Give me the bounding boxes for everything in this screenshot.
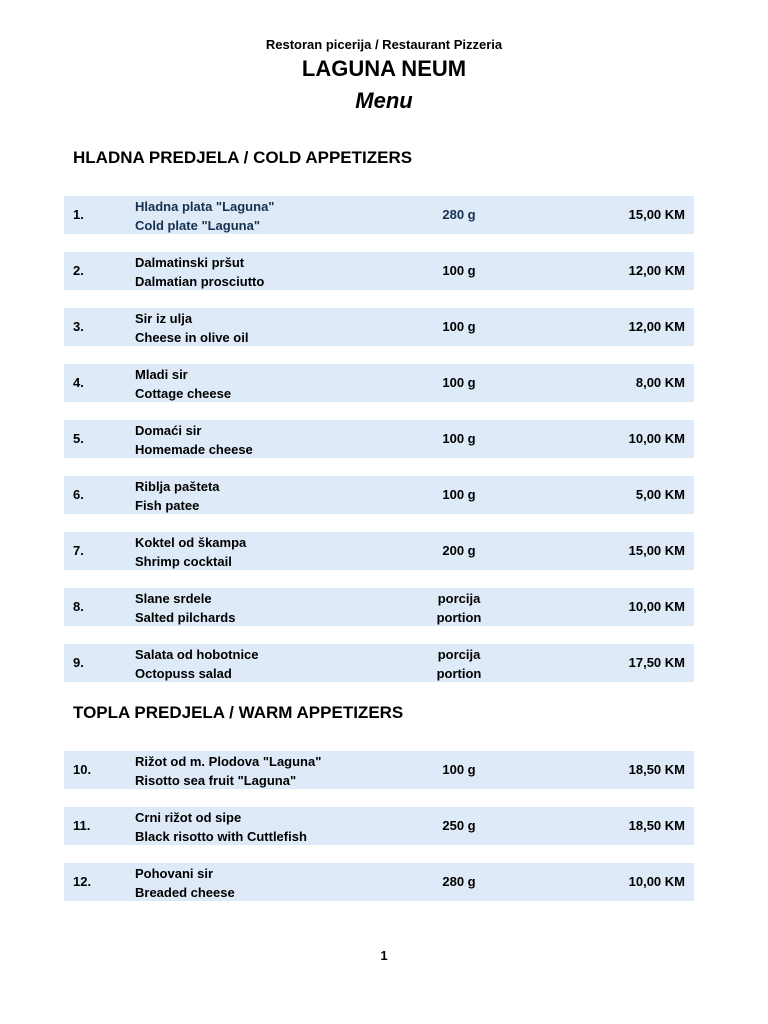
item-price: 5,00 KM: [635, 487, 685, 502]
item-price: 8,00 KM: [635, 375, 685, 390]
item-name-local: Crni rižot od sipe: [135, 810, 242, 825]
item-number: 11.: [73, 818, 91, 833]
item-quantity: [394, 807, 524, 845]
item-name-local: Sir iz ulja: [135, 311, 193, 326]
item-quantity: [394, 420, 524, 458]
item-name-local: Domaći sir: [135, 423, 202, 438]
item-name-local: Koktel od škampa: [135, 535, 247, 550]
item-name-local: Dalmatinski pršut: [135, 255, 245, 270]
item-quantity-line: 250 g: [442, 818, 476, 833]
item-price: 17,50 KM: [628, 655, 685, 670]
item-names: [135, 808, 307, 846]
item-names: [135, 589, 235, 627]
item-name-english: Octopuss salad: [135, 666, 232, 681]
item-price: 12,00 KM: [628, 319, 685, 334]
menu-title: Menu: [355, 88, 413, 113]
section-heading: HLADNA PREDJELA / COLD APPETIZERS: [73, 148, 413, 167]
item-names: [135, 365, 231, 403]
item-names: [135, 309, 248, 347]
menu-item-row: [64, 532, 694, 570]
item-quantity-line: 100 g: [442, 319, 476, 334]
item-price: 10,00 KM: [628, 599, 685, 614]
item-names: [135, 421, 253, 459]
item-name-english: Black risotto with Cuttlefish: [135, 829, 307, 844]
item-quantity-line: 100 g: [442, 762, 476, 777]
item-quantity-line: 280 g: [442, 874, 476, 889]
item-quantity-line: portion: [436, 610, 482, 625]
item-number: 3.: [73, 319, 84, 334]
item-names: [135, 864, 235, 902]
menu-item-row: [64, 420, 694, 458]
item-name-english: Cheese in olive oil: [135, 330, 249, 345]
item-number: 8.: [73, 599, 84, 614]
menu-item-row: [64, 751, 694, 789]
item-price: 18,50 KM: [628, 762, 685, 777]
item-quantity: [394, 589, 524, 627]
item-quantity-line: porcija: [437, 591, 481, 606]
restaurant-title: LAGUNA NEUM: [301, 56, 467, 81]
item-names: [135, 752, 321, 790]
item-quantity: [394, 645, 524, 683]
page-number: 1: [380, 948, 388, 963]
item-quantity: [394, 196, 524, 234]
item-name-local: Riblja pašteta: [135, 479, 220, 494]
item-name-local: Salata od hobotnice: [135, 647, 259, 662]
item-name-english: Cottage cheese: [135, 386, 232, 401]
item-price: 10,00 KM: [628, 874, 685, 889]
menu-item-row: [64, 196, 694, 234]
menu-item-row: [64, 308, 694, 346]
item-quantity: [394, 364, 524, 402]
item-names: [135, 533, 246, 571]
item-quantity: [394, 751, 524, 789]
item-names: [135, 645, 259, 683]
item-quantity: [394, 308, 524, 346]
item-names: [135, 253, 264, 291]
item-quantity-line: 100 g: [442, 431, 476, 446]
item-name-english: Shrimp cocktail: [135, 554, 232, 569]
item-quantity-line: 100 g: [442, 263, 476, 278]
item-price: 10,00 KM: [628, 431, 685, 446]
restaurant-subtitle: Restoran picerija / Restaurant Pizzeria: [265, 37, 503, 52]
item-price: 15,00 KM: [628, 207, 685, 222]
item-name-english: Dalmatian prosciutto: [135, 274, 265, 289]
item-name-english: Salted pilchards: [135, 610, 236, 625]
item-number: 5.: [73, 431, 84, 446]
menu-item-row: [64, 863, 694, 901]
item-quantity-line: portion: [436, 666, 482, 681]
item-price: 12,00 KM: [628, 263, 685, 278]
item-number: 10.: [73, 762, 92, 777]
item-name-english: Fish patee: [135, 498, 200, 513]
item-number: 7.: [73, 543, 84, 558]
item-names: [135, 477, 220, 515]
menu-item-row: [64, 807, 694, 845]
item-quantity: [394, 532, 524, 570]
menu-item-row: [64, 476, 694, 514]
item-name-local: Rižot od m. Plodova "Laguna": [135, 754, 322, 769]
item-quantity-line: porcija: [437, 647, 481, 662]
item-number: 2.: [73, 263, 84, 278]
item-number: 4.: [73, 375, 84, 390]
item-price: 18,50 KM: [628, 818, 685, 833]
item-name-local: Mladi sir: [135, 367, 188, 382]
item-name-english: Breaded cheese: [135, 885, 235, 900]
item-quantity: [394, 863, 524, 901]
menu-item-row: [64, 252, 694, 290]
item-name-local: Pohovani sir: [135, 866, 214, 881]
item-quantity-line: 280 g: [442, 207, 476, 222]
item-number: 12.: [73, 874, 92, 889]
menu-item-row: [64, 644, 694, 682]
item-name-local: Hladna plata "Laguna": [135, 199, 275, 214]
menu-item-row: [64, 588, 694, 626]
item-number: 6.: [73, 487, 84, 502]
item-names: [135, 197, 274, 235]
item-quantity-line: 100 g: [442, 375, 476, 390]
item-quantity: [394, 476, 524, 514]
item-number: 9.: [73, 655, 84, 670]
item-quantity: [394, 252, 524, 290]
item-name-english: Cold plate "Laguna": [135, 218, 260, 233]
item-number: 1.: [73, 207, 84, 222]
item-name-english: Homemade cheese: [135, 442, 253, 457]
item-price: 15,00 KM: [628, 543, 685, 558]
item-quantity-line: 200 g: [442, 543, 476, 558]
item-name-local: Slane srdele: [135, 591, 212, 606]
menu-item-row: [64, 364, 694, 402]
item-quantity-line: 100 g: [442, 487, 476, 502]
item-name-english: Risotto sea fruit "Laguna": [135, 773, 297, 788]
section-heading: TOPLA PREDJELA / WARM APPETIZERS: [73, 703, 404, 722]
